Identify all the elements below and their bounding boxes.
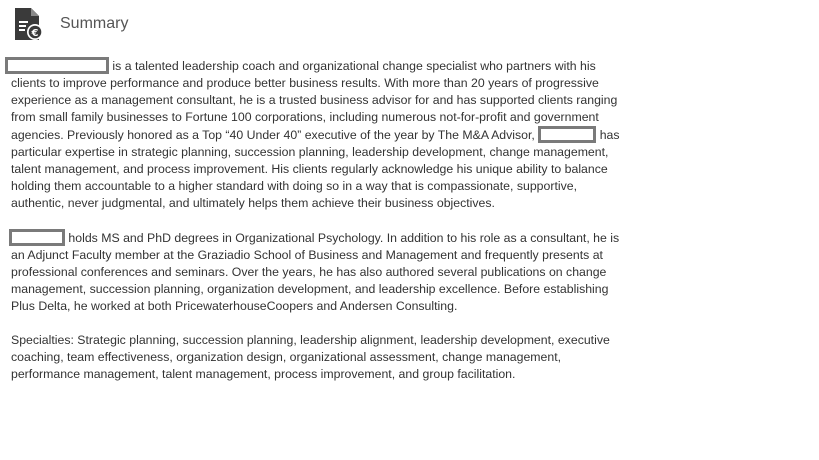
summary-header: [12, 7, 44, 41]
summary-paragraph-1-text-b: has particular expertise in strategic planning, succession planning, leadership development, change management, talent management, and process improvement. His clients regularly acknowledge his unique ability to balance holding them accountable to a higher standard with doing so in a way that is compassionate, supportive, authentic, never judgmental, and ultimately helps them achieve their business objectives.: [11, 128, 620, 210]
summary-paragraph-2: [11, 229, 623, 315]
redacted-name: [5, 57, 109, 74]
summary-paragraph-2-text: holds MS and PhD degrees in Organizational Psychology. In addition to his role as a consultant, he is an Adjunct Faculty member at the Graziadio School of Business and Management and frequently presents at professional conferences and seminars. Over the years, he has also authored several publications on change management, succession planning, organization development, and leadership excellence. Before establishing Plus Delta, he worked at both PricewaterhouseCoopers and Andersen Consulting.: [11, 231, 620, 313]
summary-specialties: Specialties: Strategic planning, succession planning, leadership alignment, leadership development, executive coaching, team effectiveness, organization design, organizational assessment, change management, performance management, talent management, process improvement, and group facilitation.: [11, 333, 610, 381]
section-title: Summary: [60, 15, 129, 32]
summary-content: [11, 57, 623, 400]
redacted-name: [538, 126, 596, 143]
redacted-name: [9, 229, 65, 246]
svg-text:€: €: [31, 28, 39, 39]
summary-paragraph-1: [11, 57, 623, 212]
document-euro-icon: [12, 7, 44, 41]
summary-paragraph-1-text-a: is a talented leadership coach and organizational change specialist who partners with his clients to improve performance and produce better business results. With more than 20 years of progressive experience as a management consultant, he is a trusted business advisor for and has supported clients ranging from small family businesses to Fortune 100 corporations, including numerous not-for-profit and government agencies. Previously honored as a Top “40 Under 40” executive of the year by The M&A Advisor,: [11, 59, 618, 142]
